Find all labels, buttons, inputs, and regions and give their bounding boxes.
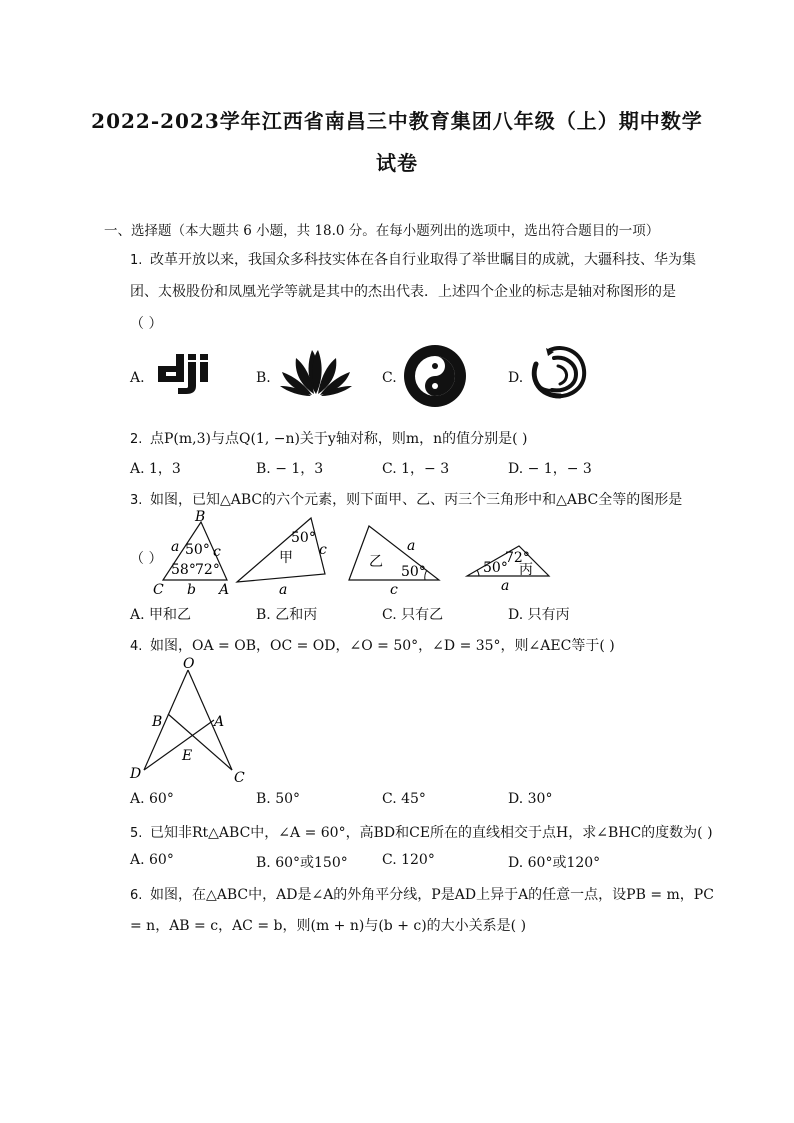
question-text: 已知非Rt△ABC中，∠A = 60°，高BD和CE所在的直线相交于点H，求∠BHC的度数为( ): [150, 825, 713, 841]
bing-angle-50: 50°: [483, 560, 508, 576]
bing-a: a: [501, 578, 510, 594]
bing-label: 丙: [519, 562, 533, 578]
option-c-label: C.: [382, 370, 397, 386]
question-number: 2.: [130, 432, 143, 447]
label-A: A: [219, 582, 230, 598]
label-C: C: [234, 770, 245, 786]
yi-c: c: [390, 582, 398, 598]
label-a: a: [171, 539, 180, 555]
question-1-paren: （ ）: [130, 316, 163, 332]
option-a: A. 甲和乙: [130, 607, 192, 623]
q4-figure: [126, 654, 256, 786]
jia-angle: 50°: [291, 530, 316, 546]
question-2: [130, 428, 528, 448]
question-number: 4.: [130, 639, 143, 654]
yi-label: 乙: [369, 554, 383, 570]
option-d: D. − 1，− 3: [508, 461, 592, 477]
exam-title: 2022-2023学年江西省南昌三中教育集团八年级（上）期中数学: [91, 109, 703, 133]
question-1-line2: 团、太极股份和凤凰光学等就是其中的杰出代表．上述四个企业的标志是轴对称图形的是: [130, 284, 676, 300]
label-b: b: [187, 582, 196, 598]
jia-label: 甲: [279, 550, 293, 566]
angle-50: 50°: [185, 542, 210, 558]
bing-angle-72: 72°: [505, 550, 530, 566]
option-b-label: B.: [256, 370, 271, 386]
question-number: 1.: [130, 253, 143, 268]
option-c: C. 只有乙: [382, 607, 444, 623]
question-number: 5.: [130, 826, 143, 841]
question-1: [130, 249, 696, 269]
option-c: C. 1，− 3: [382, 461, 450, 477]
option-b: B. 乙和丙: [256, 607, 318, 623]
question-text: 如图，在△ABC中，AD是∠A的外角平分线，P是AD上异于A的任意一点，设PB = m，PC: [150, 887, 714, 903]
question-text: 如图，OA = OB，OC = OD，∠O = 50°，∠D = 35°，则∠AEC等于( ): [150, 638, 615, 654]
label-E: E: [182, 748, 193, 764]
q3-figure: [145, 508, 705, 598]
jia-c: c: [319, 542, 327, 558]
option-d: D. 只有丙: [508, 607, 570, 623]
label-B: B: [195, 509, 206, 525]
phoenix-logo: [528, 344, 590, 400]
dji-logo: [152, 352, 226, 394]
question-6-line2: = n，AB = c，AC = b，则(m + n)与(b + c)的大小关系是( ): [130, 918, 527, 934]
label-A: A: [214, 714, 225, 730]
option-b: B. − 1，3: [256, 461, 324, 477]
yi-a: a: [407, 538, 416, 554]
section-heading: 一、选择题（本大题共 6 小题，共 18.0 分。在每小题列出的选项中，选出符合题目的一项）: [104, 223, 660, 239]
question-text: 点P(m,3)与点Q(1, −n)关于y轴对称，则m，n的值分别是( ): [150, 431, 528, 447]
question-text: 如图，已知△ABC的六个元素，则下面甲、乙、丙三个三角形中和△ABC全等的图形是: [150, 492, 683, 508]
question-number: 6.: [130, 888, 143, 903]
huawei-logo: [278, 346, 354, 396]
option-a: A. 60°: [130, 791, 174, 807]
option-b: B. 50°: [256, 791, 301, 807]
question-3-paren: （ ）: [130, 551, 163, 567]
option-a: A. 60°: [130, 852, 174, 868]
exam-title-cont: 试卷: [376, 151, 418, 175]
question-4: [130, 635, 615, 655]
jia-a: a: [279, 582, 288, 598]
option-d: D. 30°: [508, 791, 553, 807]
label-O: O: [183, 656, 195, 672]
label-B: B: [152, 714, 163, 730]
option-d-label: D.: [508, 370, 524, 386]
option-c: C. 120°: [382, 852, 435, 868]
label-C: C: [153, 582, 164, 598]
option-d: D. 60°或120°: [508, 855, 601, 871]
label-D: D: [130, 766, 142, 782]
option-c: C. 45°: [382, 791, 426, 807]
taiji-logo: [403, 344, 467, 408]
option-a: A. 1，3: [130, 461, 181, 477]
question-6: [130, 884, 714, 904]
option-a-label: A.: [130, 370, 145, 386]
label-c: c: [213, 544, 221, 560]
angle-58: 58°: [171, 562, 196, 578]
question-text: 改革开放以来，我国众多科技实体在各自行业取得了举世瞩目的成就，大疆科技、华为集: [150, 252, 696, 268]
angle-72: 72°: [195, 562, 220, 578]
question-5: [130, 822, 713, 842]
question-3: [130, 489, 682, 509]
option-b: B. 60°或150°: [256, 855, 348, 871]
yi-angle: 50°: [401, 564, 426, 580]
question-number: 3.: [130, 493, 143, 508]
